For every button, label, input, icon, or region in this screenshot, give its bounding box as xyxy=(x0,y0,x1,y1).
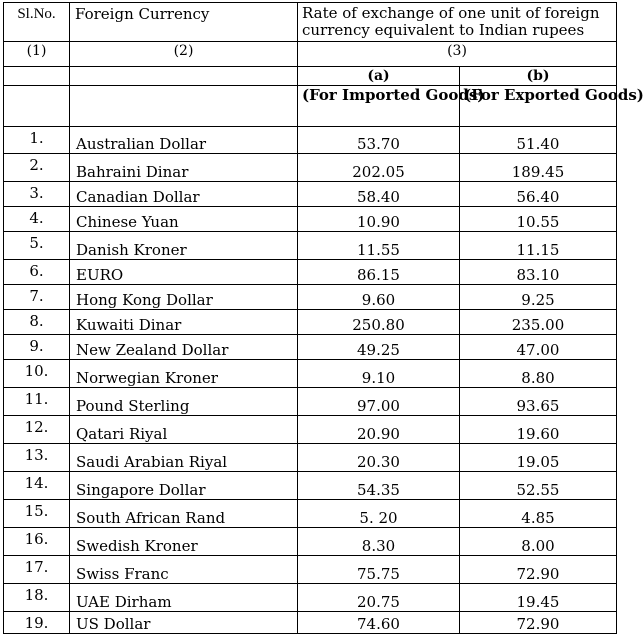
sub-a-label: (a) xyxy=(298,67,460,86)
imported-rate-cell: 20.75 xyxy=(298,584,460,612)
exported-rate-cell: 47.00 xyxy=(460,335,617,360)
serial-number-cell: 12. xyxy=(4,416,70,444)
currency-name-cell: New Zealand Dollar xyxy=(70,335,298,360)
exported-rate-cell: 72.90 xyxy=(460,612,617,634)
serial-number-cell: 1. xyxy=(4,127,70,154)
currency-name-cell: Australian Dollar xyxy=(70,127,298,154)
table-row xyxy=(4,444,617,472)
exported-rate-cell: 93.65 xyxy=(460,388,617,416)
currency-name-cell: Qatari Riyal xyxy=(70,416,298,444)
table-row xyxy=(4,388,617,416)
table-row xyxy=(4,360,617,388)
serial-number-cell: 18. xyxy=(4,584,70,612)
currency-name-cell: Norwegian Kroner xyxy=(70,360,298,388)
imported-rate-cell: 9.60 xyxy=(298,285,460,310)
table-row xyxy=(4,285,617,310)
currency-name-cell: Swiss Franc xyxy=(70,556,298,584)
currency-name-cell: Hong Kong Dollar xyxy=(70,285,298,310)
col2-number: (2) xyxy=(70,42,298,67)
table-row xyxy=(4,260,617,285)
exported-rate-cell: 8.00 xyxy=(460,528,617,556)
currency-name-cell: Pound Sterling xyxy=(70,388,298,416)
imported-rate-cell: 8.30 xyxy=(298,528,460,556)
empty-cell xyxy=(4,67,70,86)
imported-rate-cell: 86.15 xyxy=(298,260,460,285)
exported-rate-cell: 9.25 xyxy=(460,285,617,310)
exported-rate-cell: 19.05 xyxy=(460,444,617,472)
rate-header: Rate of exchange of one unit of foreign currency equivalent to Indian rupees xyxy=(298,3,617,42)
header-row xyxy=(4,3,617,42)
sub-column-letter-row xyxy=(4,67,617,86)
exported-rate-cell: 72.90 xyxy=(460,556,617,584)
serial-number-cell: 14. xyxy=(4,472,70,500)
table-row xyxy=(4,612,617,634)
serial-number-cell: 11. xyxy=(4,388,70,416)
serial-number-cell: 9. xyxy=(4,335,70,360)
exchange-rate-table xyxy=(3,2,644,634)
exported-rate-cell: 189.45 xyxy=(460,154,617,182)
exported-rate-cell: 11.15 xyxy=(460,232,617,260)
exported-rate-cell: 10.55 xyxy=(460,207,617,232)
table-row xyxy=(4,207,617,232)
exported-goods-header: (For Exported Goods) xyxy=(460,86,617,127)
imported-rate-cell: 5. 20 xyxy=(298,500,460,528)
imported-rate-cell: 74.60 xyxy=(298,612,460,634)
imported-rate-cell: 20.90 xyxy=(298,416,460,444)
serial-number-cell: 13. xyxy=(4,444,70,472)
currency-name-cell: US Dollar xyxy=(70,612,298,634)
exported-rate-cell: 19.60 xyxy=(460,416,617,444)
imported-rate-cell: 58.40 xyxy=(298,182,460,207)
currency-name-cell: Saudi Arabian Riyal xyxy=(70,444,298,472)
currency-name-cell: EURO xyxy=(70,260,298,285)
col3-number: (3) xyxy=(298,42,617,67)
imported-rate-cell: 20.30 xyxy=(298,444,460,472)
serial-number-cell: 3. xyxy=(4,182,70,207)
sub-column-title-row xyxy=(4,86,617,127)
currency-name-cell: South African Rand xyxy=(70,500,298,528)
serial-number-cell: 17. xyxy=(4,556,70,584)
imported-rate-cell: 10.90 xyxy=(298,207,460,232)
table-row xyxy=(4,556,617,584)
serial-number-cell: 8. xyxy=(4,310,70,335)
currency-name-cell: Chinese Yuan xyxy=(70,207,298,232)
serial-number-cell: 15. xyxy=(4,500,70,528)
serial-number-cell: 4. xyxy=(4,207,70,232)
serial-number-cell: 10. xyxy=(4,360,70,388)
exported-rate-cell: 51.40 xyxy=(460,127,617,154)
table-row xyxy=(4,335,617,360)
imported-rate-cell: 75.75 xyxy=(298,556,460,584)
serial-number-cell: 6. xyxy=(4,260,70,285)
serial-number-cell: 19. xyxy=(4,612,70,634)
imported-rate-cell: 9.10 xyxy=(298,360,460,388)
serial-number-cell: 2. xyxy=(4,154,70,182)
serial-number-cell: 5. xyxy=(4,232,70,260)
imported-goods-header: (For Imported Goods) xyxy=(298,86,460,127)
empty-cell xyxy=(70,86,298,127)
currency-name-cell: Singapore Dollar xyxy=(70,472,298,500)
table-row xyxy=(4,182,617,207)
column-number-row xyxy=(4,42,617,67)
exported-rate-cell: 56.40 xyxy=(460,182,617,207)
table-row xyxy=(4,232,617,260)
sl-no-header: Sl.No. xyxy=(4,3,70,42)
sub-b-label: (b) xyxy=(460,67,617,86)
imported-rate-cell: 202.05 xyxy=(298,154,460,182)
currency-name-cell: Canadian Dollar xyxy=(70,182,298,207)
currency-name-cell: Kuwaiti Dinar xyxy=(70,310,298,335)
table-row xyxy=(4,584,617,612)
imported-rate-cell: 11.55 xyxy=(298,232,460,260)
table-row xyxy=(4,472,617,500)
exported-rate-cell: 83.10 xyxy=(460,260,617,285)
table-row xyxy=(4,127,617,154)
serial-number-cell: 16. xyxy=(4,528,70,556)
table-row xyxy=(4,154,617,182)
imported-rate-cell: 53.70 xyxy=(298,127,460,154)
imported-rate-cell: 49.25 xyxy=(298,335,460,360)
exported-rate-cell: 52.55 xyxy=(460,472,617,500)
empty-cell xyxy=(4,86,70,127)
table-row xyxy=(4,528,617,556)
table-row xyxy=(4,310,617,335)
col1-number: (1) xyxy=(4,42,70,67)
empty-cell xyxy=(70,67,298,86)
serial-number-cell: 7. xyxy=(4,285,70,310)
exported-rate-cell: 19.45 xyxy=(460,584,617,612)
currency-name-cell: Danish Kroner xyxy=(70,232,298,260)
currency-name-cell: Bahraini Dinar xyxy=(70,154,298,182)
exported-rate-cell: 4.85 xyxy=(460,500,617,528)
exported-rate-cell: 8.80 xyxy=(460,360,617,388)
exported-rate-cell: 235.00 xyxy=(460,310,617,335)
imported-rate-cell: 54.35 xyxy=(298,472,460,500)
imported-rate-cell: 250.80 xyxy=(298,310,460,335)
imported-rate-cell: 97.00 xyxy=(298,388,460,416)
table-row xyxy=(4,416,617,444)
currency-name-cell: UAE Dirham xyxy=(70,584,298,612)
currency-header: Foreign Currency xyxy=(70,3,298,42)
currency-name-cell: Swedish Kroner xyxy=(70,528,298,556)
table-row xyxy=(4,500,617,528)
